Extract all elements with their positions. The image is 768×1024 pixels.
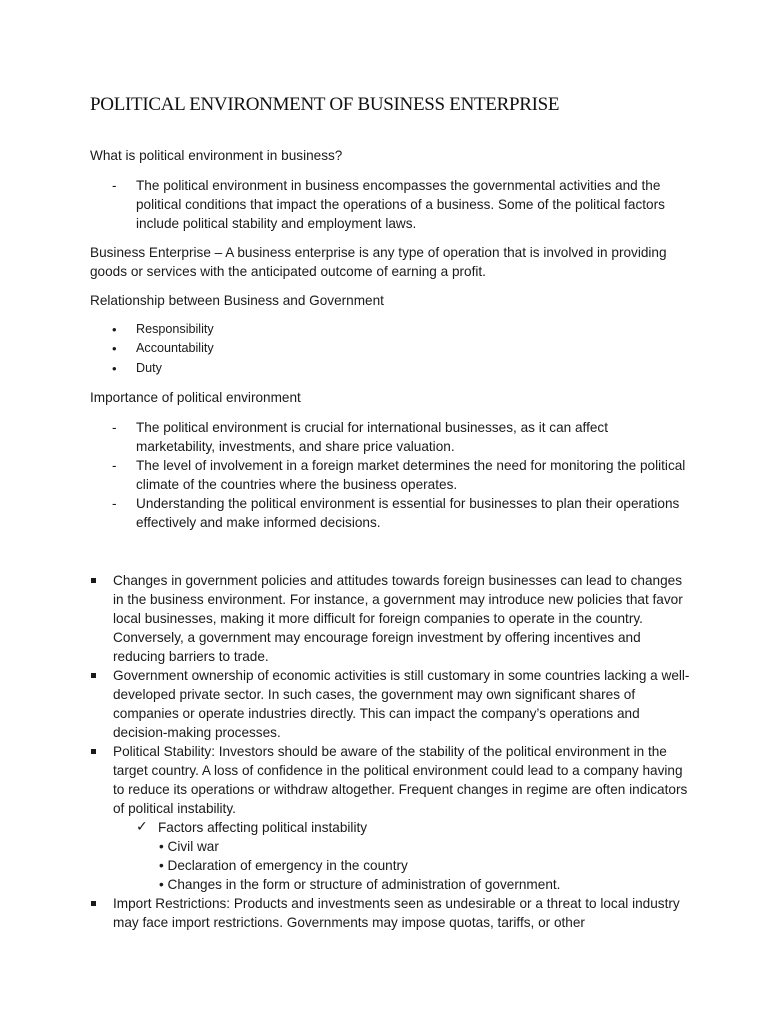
- page-title: POLITICAL ENVIRONMENT OF BUSINESS ENTERPRISE: [90, 94, 560, 115]
- dash-marker: -: [112, 178, 117, 193]
- list-item: Import Restrictions: Products and investments seen as undesirable or a threat to local industry may face import restrictions. Governments may impose quotas, tariffs, or other: [90, 894, 690, 932]
- instability-list: [159, 837, 560, 894]
- business-enterprise-definition: Business Enterprise – A business enterprise is any type of operation that is involved in providing goods or services with the anticipated outcome of earning a profit.: [90, 245, 667, 279]
- import-restrictions-list: [90, 894, 690, 932]
- bullet-marker: •: [112, 341, 117, 357]
- list-item: • Duty: [90, 359, 214, 378]
- instability-heading-list: [136, 818, 367, 837]
- list-item: • Civil war: [159, 839, 219, 854]
- square-bullet-marker: [91, 578, 96, 583]
- question-heading: What is political environment in business?: [90, 148, 343, 163]
- bullet-marker: •: [112, 322, 117, 337]
- definition-list: [90, 176, 690, 233]
- square-bullet-marker: [91, 749, 96, 754]
- dash-marker: -: [112, 420, 117, 435]
- importance-heading: Importance of political environment: [90, 390, 301, 405]
- bullet-marker: •: [112, 360, 117, 376]
- list-item: Changes in government policies and attitudes towards foreign businesses can lead to changes in the business environment. For instance, a government may introduce new policies that favor local businesses, making it more difficult for foreign companies to operate in the country. Conversely, a government may encourage foreign investment by offering incentives and reducing barriers to trade.: [90, 571, 690, 666]
- list-item: • Changes in the form or structure of administration of government.: [159, 877, 561, 892]
- list-item: • Declaration of emergency in the country: [159, 858, 408, 873]
- dash-marker: -: [112, 458, 117, 473]
- factors-list: [90, 571, 690, 818]
- list-item: Political Stability: Investors should be aware of the stability of the political environment in the target country. A loss of confidence in the political environment could lead to a company having to reduce its operations or withdraw altogether. Frequent changes in regime are often indicators of political instability.: [90, 742, 690, 818]
- square-bullet-marker: [91, 673, 96, 678]
- list-item: - Understanding the political environment is essential for businesses to plan their operations effectively and make informed decisions.: [112, 496, 680, 530]
- list-item: • Responsibility: [90, 320, 214, 339]
- importance-list: [90, 418, 690, 532]
- list-item: Government ownership of economic activities is still customary in some countries lacking a well-developed private sector. In such cases, the government may own significant shares of companies or operate industries directly. This can impact the company’s operations and decision-making processes.: [90, 666, 690, 742]
- list-item: • Accountability: [90, 339, 214, 358]
- list-item: - The political environment is crucial for international businesses, as it can affect marketability, investments, and share price valuation.: [112, 420, 608, 454]
- list-item: - The political environment in business encompasses the governmental activities and the political conditions that impact the operations of a business. Some of the political factors include political stability and employment laws.: [112, 178, 665, 231]
- list-item: ✓ Factors affecting political instability: [136, 818, 368, 835]
- relationship-list: [90, 320, 214, 378]
- checkmark-icon: ✓: [136, 818, 148, 834]
- dash-marker: -: [112, 496, 117, 511]
- square-bullet-marker: [91, 901, 96, 906]
- relationship-heading: Relationship between Business and Government: [90, 293, 384, 308]
- list-item: - The level of involvement in a foreign market determines the need for monitoring the political climate of the countries where the business operates.: [112, 458, 686, 492]
